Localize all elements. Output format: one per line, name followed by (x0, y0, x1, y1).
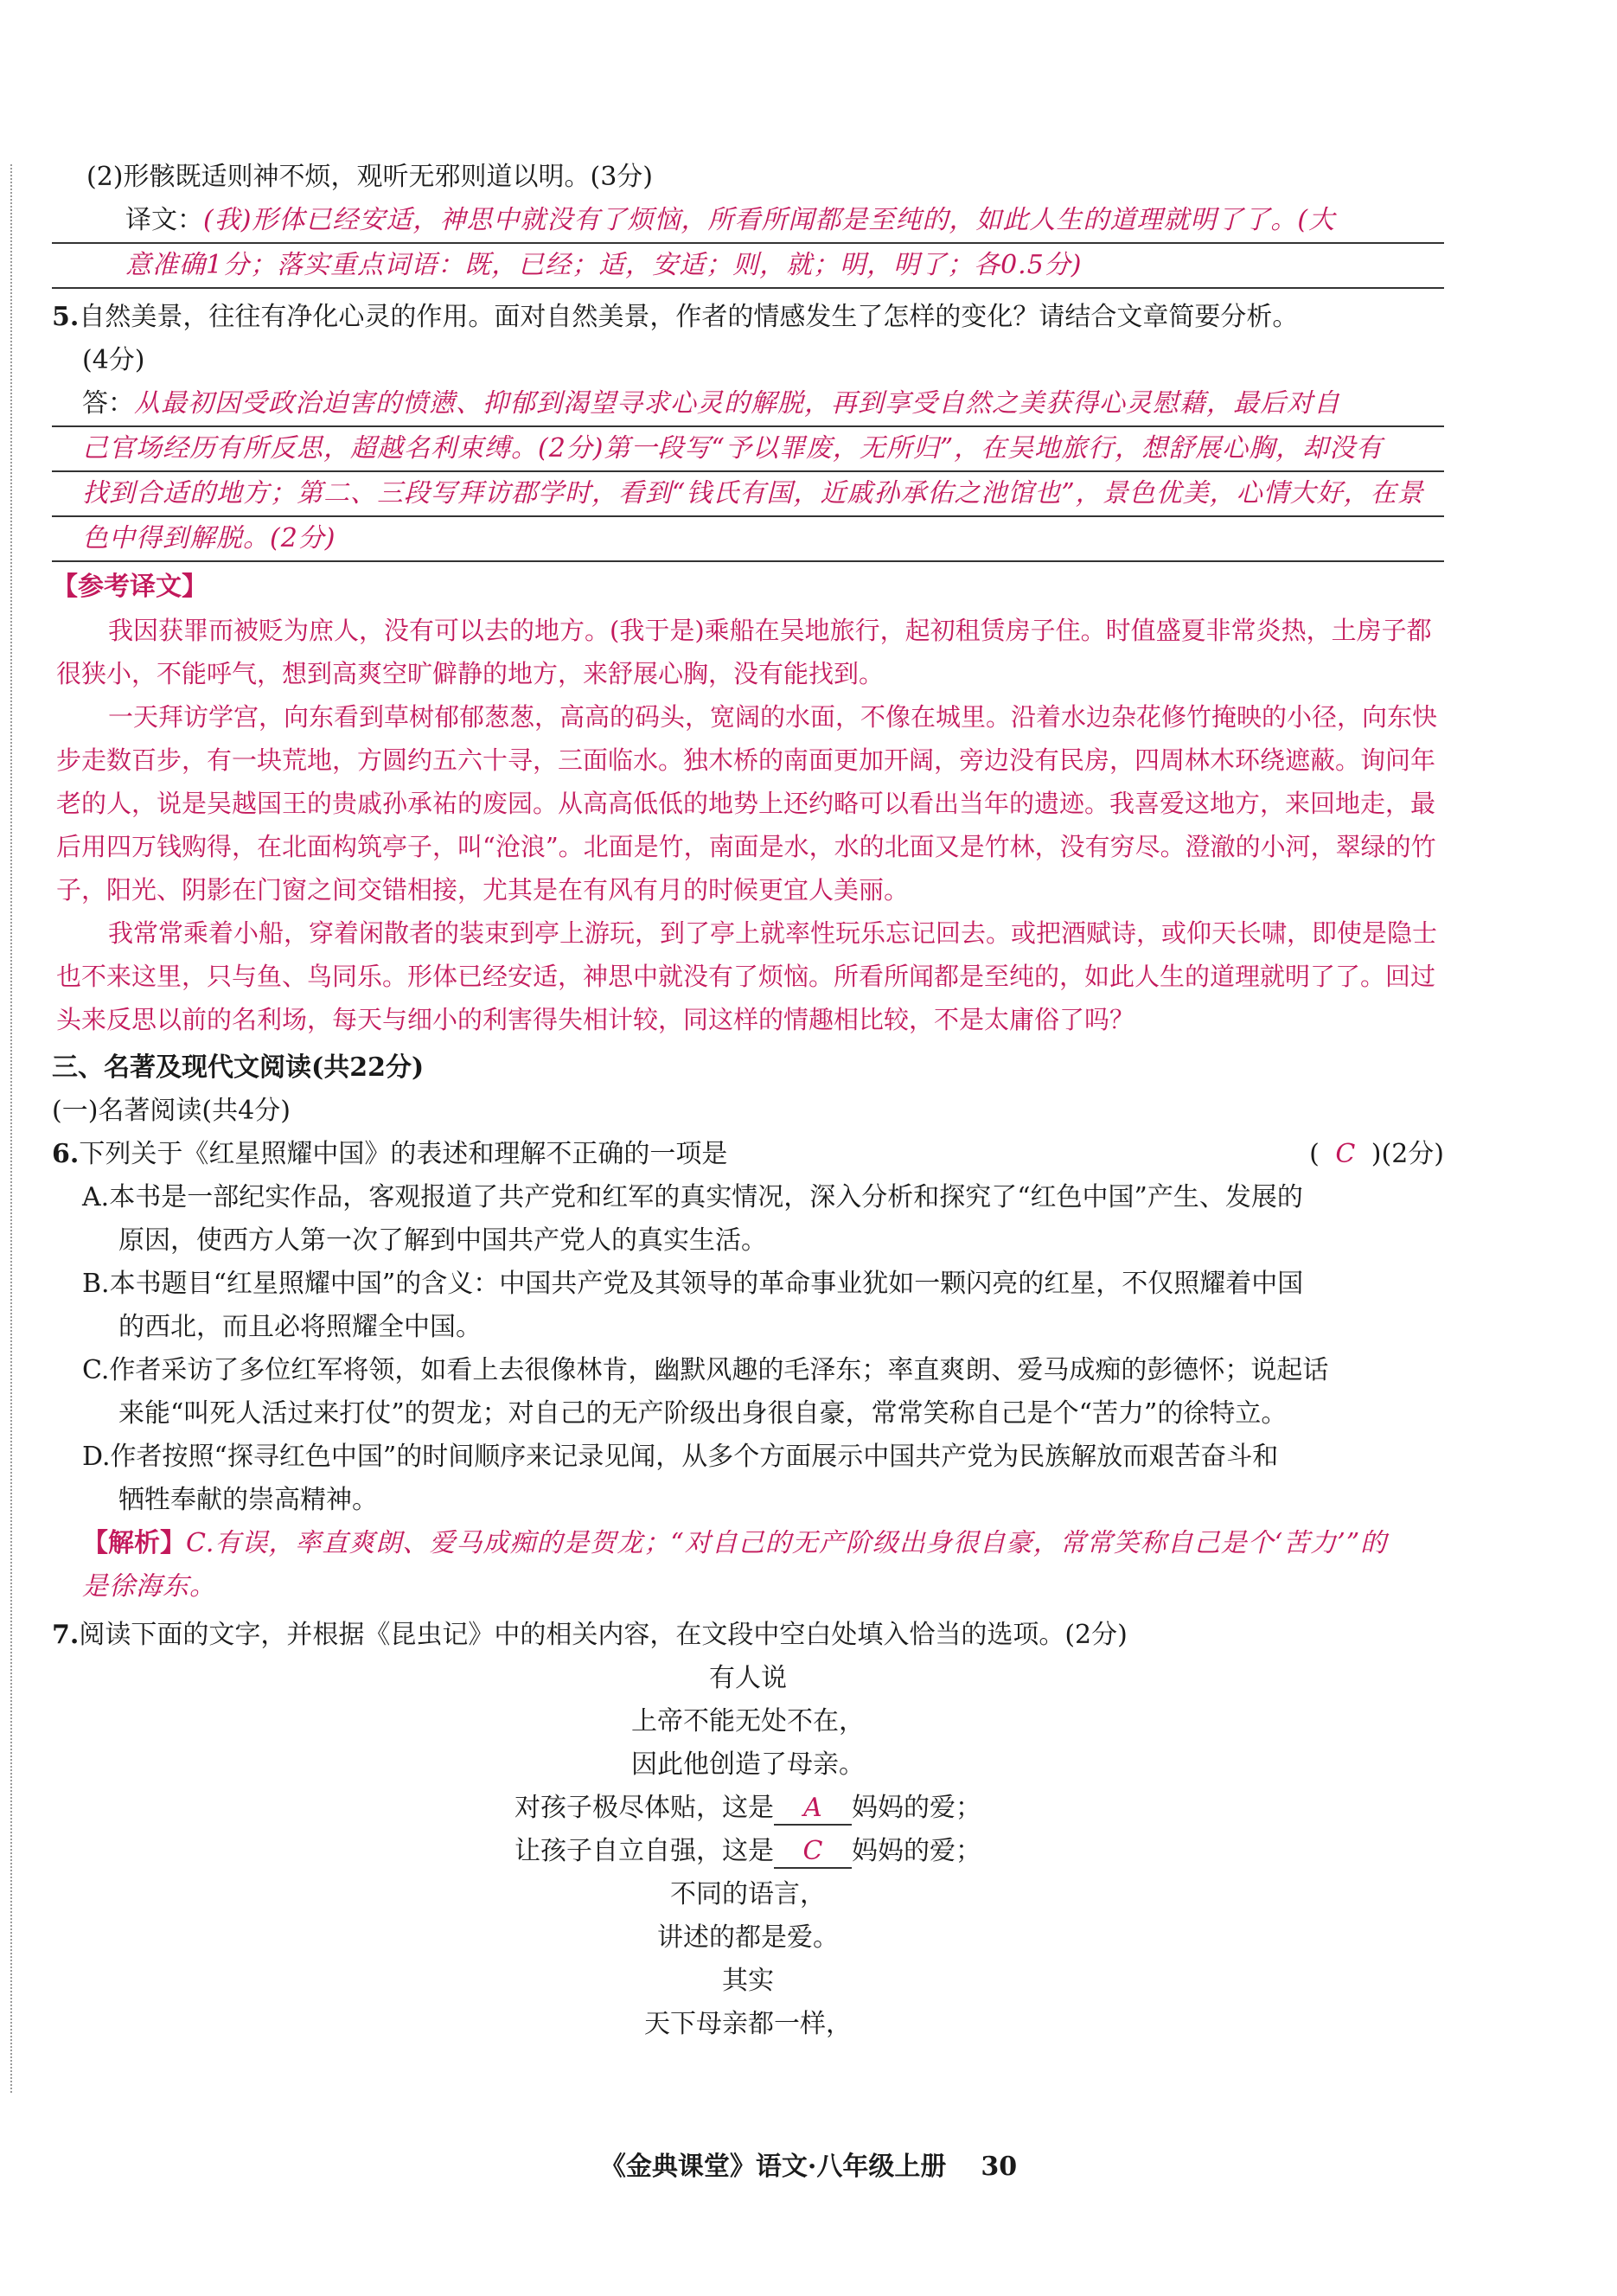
poem-line-blank-2 (52, 1830, 1444, 1873)
poem-line-blank-1 (52, 1787, 1444, 1830)
option-text: 本书题目“红星照耀中国”的含义：中国共产党及其领导的革命事业犹如一颗闪亮的红星，不仅照耀着中国 (109, 1269, 1304, 1299)
q7-question-row (52, 1614, 1444, 1657)
q6-question: 下列关于《红星照耀中国》的表述和理解不正确的一项是 (79, 1139, 728, 1169)
reference-translation-label: 【参考译文】 (52, 572, 208, 602)
poem-text: 对孩子极尽体贴，这是 (514, 1793, 774, 1823)
q6-analysis-line-2: 是徐海东。 (82, 1571, 216, 1602)
q7-number: 7. (52, 1620, 80, 1650)
reference-paragraph-2: 一天拜访学宫，向东看到草树郁郁葱葱，高高的码头，宽阔的水面，不像在城里。沿着水边杂花修竹掩映的小径，向东快步走数百步，有一块荒地，方圆约五六十寻，三面临水。独木桥的南面更加开阔，旁边没有民房，四周林木环绕遮蔽。询问年老的人，说是吴越国王的贵戚孙承祐的废园。从高高低低的地势上还约略可以看出当年的遗迹。我喜爱这地方，来回地走，最后用四万钱购得，在北面构筑亭子，叫“沧浪”。北面是竹，南面是水，水的北面又是竹林，没有穷尽。澄澈的小河，翠绿的竹子，阳光、阴影在门窗之间交错相接，尤其是在有风有月的时候更宜人美丽。 (56, 702, 1438, 905)
poem-line: 有人说 (709, 1663, 787, 1693)
q6-option-d (52, 1436, 1444, 1522)
option-letter: D. (82, 1442, 111, 1472)
option-text-cont: 原因，使西方人第一次了解到中国共产党人的真实生活。 (118, 1225, 767, 1256)
q6-answer-paren (1309, 1133, 1444, 1176)
binding-margin-dotted-line (10, 164, 12, 2093)
q6-paren-open: ( (1309, 1139, 1320, 1169)
option-letter: C. (82, 1355, 110, 1385)
poem-line: 其实 (722, 1966, 774, 1996)
q7-poem (52, 1657, 1444, 2046)
q5-answer-line-2: 己官场经历有所反思，超越名利束缚。(2分)第一段写“予以罪废，无所归”，在吴地旅行，想舒展心胸，却没有 (52, 427, 1444, 472)
poem-text: 妈妈的爱； (852, 1793, 981, 1823)
page-number: 30 (981, 2152, 1018, 2182)
page-footer (0, 2145, 1617, 2183)
reference-paragraph-3: 我常常乘着小船，穿着闲散者的装束到亭上游玩，到了亭上就率性玩乐忘记回去。或把酒赋诗，或仰天长啸，即使是隐士也不来这里，只与鱼、鸟同乐。形体已经安适，神思中就没有了烦恼。所看所闻都是至纯的，如此人生的道理就明了了。回过头来反思以前的名利场，每天与细小的利害得失相计较，同这样的情趣相比较，不是太庸俗了吗？ (56, 918, 1438, 1034)
q5-answer-row-1 (52, 382, 1444, 427)
q5-answer-line-1: 从最初因受政治迫害的愤懑、抑郁到渴望寻求心灵的解脱，再到享受自然之美获得心灵慰藉，最后对自 (134, 388, 1340, 419)
q5-question-row (52, 296, 1444, 339)
section-3-sub-1: (一)名著阅读(共4分) (52, 1096, 291, 1126)
option-text: 本书是一部纪实作品，客观报道了共产党和红军的真实情况，深入分析和探究了“红色中国”产生、发展的 (109, 1182, 1303, 1212)
q5-answer-line-3: 找到合适的地方；第二、三段写拜访郡学时，看到“钱氏有国，近戚孙承佑之池馆也”，景色优美，心情大好，在景 (52, 472, 1444, 517)
q6-analysis-line-1: C.有误，率直爽朗、爱马成痴的是贺龙；“对自己的无产阶级出身很自豪，常常笑称自己是个‘苦力’”的 (186, 1528, 1388, 1558)
q6-paren-close: )(2分) (1371, 1139, 1444, 1169)
option-text-cont: 来能“叫死人活过来打仗”的贺龙；对自己的无产阶级出身很自豪，常常笑称自己是个“苦力”的徐特立。 (118, 1398, 1288, 1429)
footer-book-title: 《金典课堂》语文·八年级上册 (599, 2152, 947, 2182)
poem-line: 因此他创造了母亲。 (631, 1749, 865, 1780)
option-letter: A. (82, 1182, 110, 1212)
option-text: 作者按照“探寻红色中国”的时间顺序来记录见闻，从多个方面展示中国共产党为民族解放而艰苦奋斗和 (110, 1442, 1279, 1472)
q5-score: (4分) (82, 345, 145, 375)
poem-blank-1: A (774, 1793, 852, 1826)
poem-line: 不同的语言， (670, 1879, 826, 1909)
reference-translation-body (52, 609, 1440, 1041)
poem-line: 天下母亲都一样， (644, 2009, 852, 2039)
q6-option-c (52, 1349, 1444, 1436)
option-letter: B. (82, 1269, 110, 1299)
q4-2-question: (2)形骸既适则神不烦，观听无邪则道以明。(3分) (86, 162, 653, 192)
q6-analysis-row-1 (52, 1522, 1444, 1565)
poem-line: 讲述的都是爱。 (657, 1922, 839, 1953)
poem-line: 上帝不能无处不在， (631, 1706, 865, 1736)
q6-option-b (52, 1263, 1444, 1349)
page-content (52, 156, 1444, 2046)
q6-option-a (52, 1176, 1444, 1263)
q6-number: 6. (52, 1139, 80, 1169)
poem-text: 让孩子自立自强，这是 (514, 1836, 774, 1866)
q6-answer: C (1335, 1139, 1356, 1169)
option-text: 作者采访了多位红军将领，如看上去很像林肯，幽默风趣的毛泽东；率直爽朗、爱马成痴的彭德怀；说起话 (109, 1355, 1329, 1385)
option-text-cont: 的西北，而且必将照耀全中国。 (118, 1312, 482, 1342)
section-3-title: 三、名著及现代文阅读(共22分) (52, 1052, 425, 1083)
answer-label: 答： (82, 388, 134, 419)
q7-question: 阅读下面的文字，并根据《昆虫记》中的相关内容，在文段中空白处填入恰当的选项。(2分) (79, 1620, 1128, 1650)
q5-answer-line-4: 色中得到解脱。(2分) (52, 517, 1444, 562)
q5-question: 自然美景，往往有净化心灵的作用。面对自然美景，作者的情感发生了怎样的变化？请结合文章简要分析。 (79, 302, 1299, 332)
poem-text: 妈妈的爱； (852, 1836, 981, 1866)
poem-blank-2: C (774, 1836, 852, 1869)
translation-label: 译文： (125, 205, 203, 235)
reference-paragraph-1: 我因获罪而被贬为庶人，没有可以去的地方。(我于是)乘船在吴地旅行，起初租赁房子住。时值盛夏非常炎热，土房子都很狭小，不能呼气，想到高爽空旷僻静的地方，来舒展心胸，没有能找到。 (56, 616, 1432, 688)
q4-2-answer-line-1: (我)形体已经安适，神思中就没有了烦恼，所看所闻都是至纯的，如此人生的道理就明了了。(大 (203, 205, 1336, 235)
q6-question-row (52, 1133, 1444, 1176)
q4-2-answer-row-1 (52, 199, 1444, 244)
analysis-label: 【解析】 (82, 1528, 186, 1558)
option-text-cont: 牺牲奉献的崇高精神。 (118, 1485, 378, 1515)
q5-number: 5. (52, 302, 80, 332)
q4-2-answer-line-2: 意准确1分；落实重点词语：既，已经；适，安适；则，就；明，明了；各0.5分) (52, 244, 1444, 289)
